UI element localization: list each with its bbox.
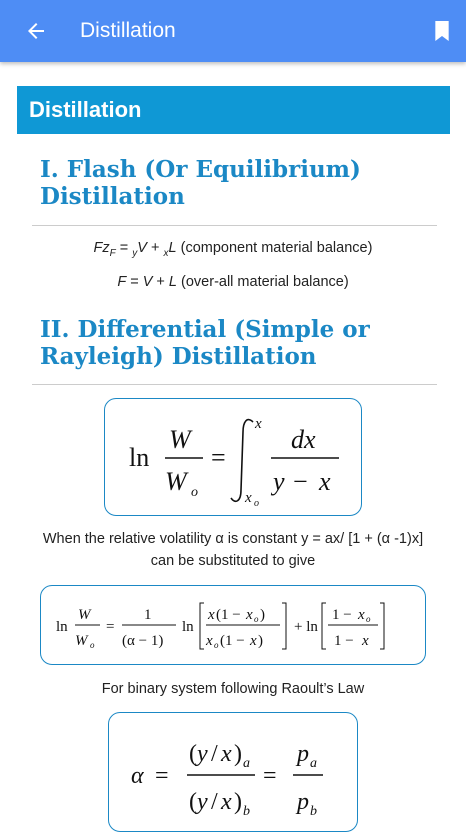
article-content[interactable]: [0, 62, 466, 819]
svg-text:1 −: 1 −: [332, 607, 352, 623]
svg-text:=: =: [263, 763, 277, 789]
rayleigh-equation-image: [104, 398, 362, 516]
svg-text:W: W: [78, 607, 91, 623]
svg-text:x: x: [245, 490, 252, 506]
alpha-definition-equation-image: [108, 712, 358, 832]
relative-volatility-text: When the relative volatility α is constant y = ax/ [1 + (α -1)x] can be substituted to give: [42, 531, 424, 569]
app-bar: [0, 0, 466, 62]
bookmark-button[interactable]: [422, 0, 462, 62]
svg-text:o: o: [214, 640, 219, 650]
svg-text:a: a: [310, 756, 317, 771]
svg-text:+ ln: + ln: [294, 619, 318, 635]
svg-text:a: a: [243, 756, 250, 771]
svg-text:o: o: [191, 485, 198, 500]
svg-text:p: p: [297, 741, 309, 767]
section-1-title: I. Flash (Or Equilibrium) Distillation: [40, 156, 361, 210]
bookmark-icon: [434, 21, 450, 41]
svg-text:x: x: [362, 633, 369, 649]
divider: [32, 225, 437, 226]
svg-text:(: (: [189, 789, 197, 815]
svg-text:o: o: [254, 498, 259, 509]
svg-text:/: /: [211, 741, 218, 767]
svg-text:b: b: [310, 804, 317, 819]
svg-text:o: o: [366, 614, 371, 624]
svg-text:1 −: 1 −: [334, 633, 354, 649]
svg-text:y: y: [197, 741, 208, 767]
svg-text:): ): [260, 607, 265, 623]
component-balance-equation: $Fz_F = _yV + _xL$ (component material balance): [93, 240, 373, 259]
section-2-title: II. Differential (Simple or Rayleigh) Distillation: [40, 316, 370, 370]
svg-text:ln: ln: [129, 443, 150, 472]
svg-text:W: W: [169, 425, 191, 454]
svg-text:(1 −: (1 −: [220, 633, 245, 649]
svg-text:=: =: [155, 763, 169, 789]
svg-text:W: W: [165, 467, 187, 496]
svg-text:x: x: [319, 467, 331, 496]
arrow-back-icon: [24, 19, 48, 43]
svg-text:b: b: [243, 804, 250, 819]
divider: [32, 384, 437, 385]
svg-text:(: (: [189, 741, 197, 767]
svg-text:α: α: [131, 763, 144, 789]
svg-text:(α − 1): (α − 1): [122, 633, 164, 649]
back-button[interactable]: [8, 0, 64, 62]
svg-text:x: x: [358, 607, 365, 623]
svg-text:/: /: [211, 789, 218, 815]
app-bar-title: Distillation: [80, 19, 176, 42]
svg-text:x: x: [221, 741, 232, 767]
svg-text:): ): [258, 633, 263, 649]
svg-text:x: x: [250, 633, 257, 649]
svg-text:y: y: [197, 789, 208, 815]
svg-text:x: x: [206, 633, 213, 649]
component-balance-note: (component material balance): [180, 240, 373, 256]
svg-text:−: −: [293, 467, 308, 496]
svg-text:dx: dx: [291, 425, 316, 454]
overall-balance-equation: F = V + L (over-all material balance): [117, 274, 349, 290]
constant-volatility-equation-image: [40, 585, 426, 665]
svg-text:p: p: [297, 789, 309, 815]
svg-text:=: =: [211, 443, 226, 472]
topic-banner-title: Distillation: [29, 97, 142, 122]
svg-text:(1 −: (1 −: [216, 607, 241, 623]
svg-text:=: =: [106, 619, 115, 635]
svg-text:y: y: [273, 467, 285, 496]
svg-text:o: o: [254, 614, 259, 624]
topic-banner: [17, 86, 450, 134]
svg-text:x: x: [221, 789, 232, 815]
svg-text:x: x: [246, 607, 253, 623]
overall-balance-note: (over-all material balance): [181, 274, 349, 290]
svg-text:W: W: [75, 633, 88, 649]
svg-text:o: o: [90, 640, 95, 650]
svg-text:x: x: [208, 607, 215, 623]
svg-text:): ): [234, 741, 242, 767]
svg-text:1: 1: [144, 607, 152, 623]
svg-text:): ): [234, 789, 242, 815]
raoults-law-text: For binary system following Raoult’s Law: [101, 681, 365, 697]
svg-text:ln: ln: [182, 619, 194, 635]
svg-text:x: x: [255, 416, 262, 432]
svg-text:ln: ln: [56, 619, 68, 635]
